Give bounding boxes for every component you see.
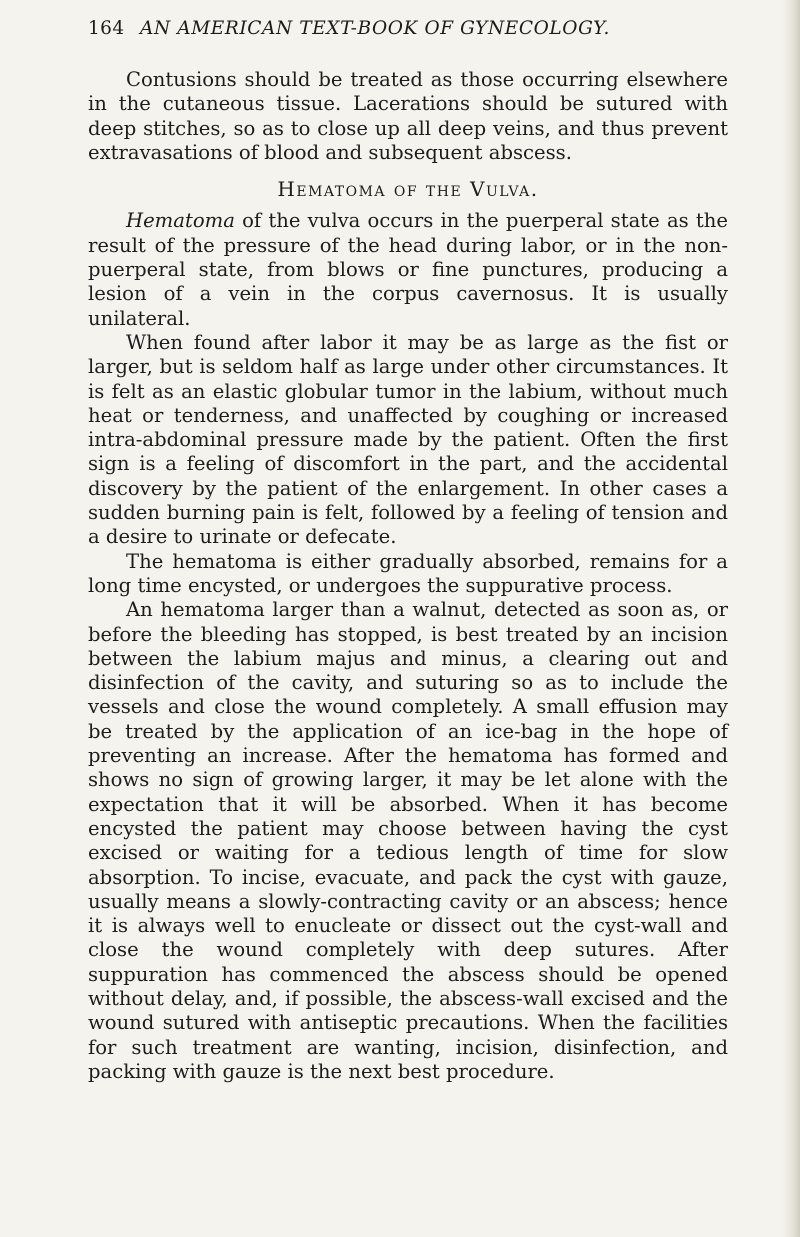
intro-paragraph: Contusions should be treated as those occurring elsewhere in the cutaneous tissue. Lacerations should be sutured with deep stitches, so as to close up all deep veins, and thus prevent extravasations of blood and subsequent abscess. [88,68,728,164]
definition-paragraph [88,209,728,330]
section-heading: Hematoma of the Vulva. [277,177,539,202]
page-number: 164 [88,18,125,39]
clinical-presentation-paragraph: When found after labor it may be as large as the fist or larger, but is seldom half as large under other circumstances. It is felt as an elastic globular tumor in the labium, without much heat or tenderness, and unaffected by coughing or increased intra-abdominal pressure made by the patient. Often the first sign is a feeling of discomfort in the part, and the accidental discovery by the patient of the enlargement. In other cases a sudden burning pain is felt, followed by a feeling of tension and a desire to urinate or defecate. [88,330,728,549]
running-title: AN AMERICAN TEXT-BOOK OF GYNECOLOGY. [140,18,611,39]
outcome-paragraph: The hematoma is either gradually absorbed, remains for a long time encysted, or undergoes the suppurative process. [88,549,728,597]
page-edge-shadow [782,0,800,1237]
hematoma-term: Hematoma [126,209,235,233]
running-head [88,18,728,46]
treatment-paragraph: An hematoma larger than a walnut, detected as soon as, or before the bleeding has stopped, is best treated by an incision between the labium majus and minus, a clearing out and disinfection of the cavity, and suturing so as to include the vessels and close the wound completely. A small effusion may be treated by the application of an ice-bag in the hope of preventing an increase. After the hematoma has formed and shows no sign of growing larger, it may be let alone with the expectation that it will be absorbed. When it has become encysted the patient may choose between having the cyst excised or waiting for a tedious length of time for slow absorption. To incise, evacuate, and pack the cyst with gauze, usually means a slowly-contracting cavity or an abscess; hence it is always well to enucleate or dissect out the cyst-wall and close the wound completely with deep sutures. After suppuration has commenced the abscess should be opened without delay, and, if possible, the abscess-wall excised and the wound sutured with antiseptic precautions. When the facilities for such treatment are wanting, incision, disinfection, and packing with gauze is the next best procedure. [88,598,728,1083]
text-body [88,68,728,1084]
hematoma-definition: of the vulva occurs in the puerperal state as the result of the pressure of the head during labor, or in the non-puerperal state, from blows or fine punctures, producing a lesion of a vein in the corpus cavernosus. It is usually unilateral. [88,209,728,330]
